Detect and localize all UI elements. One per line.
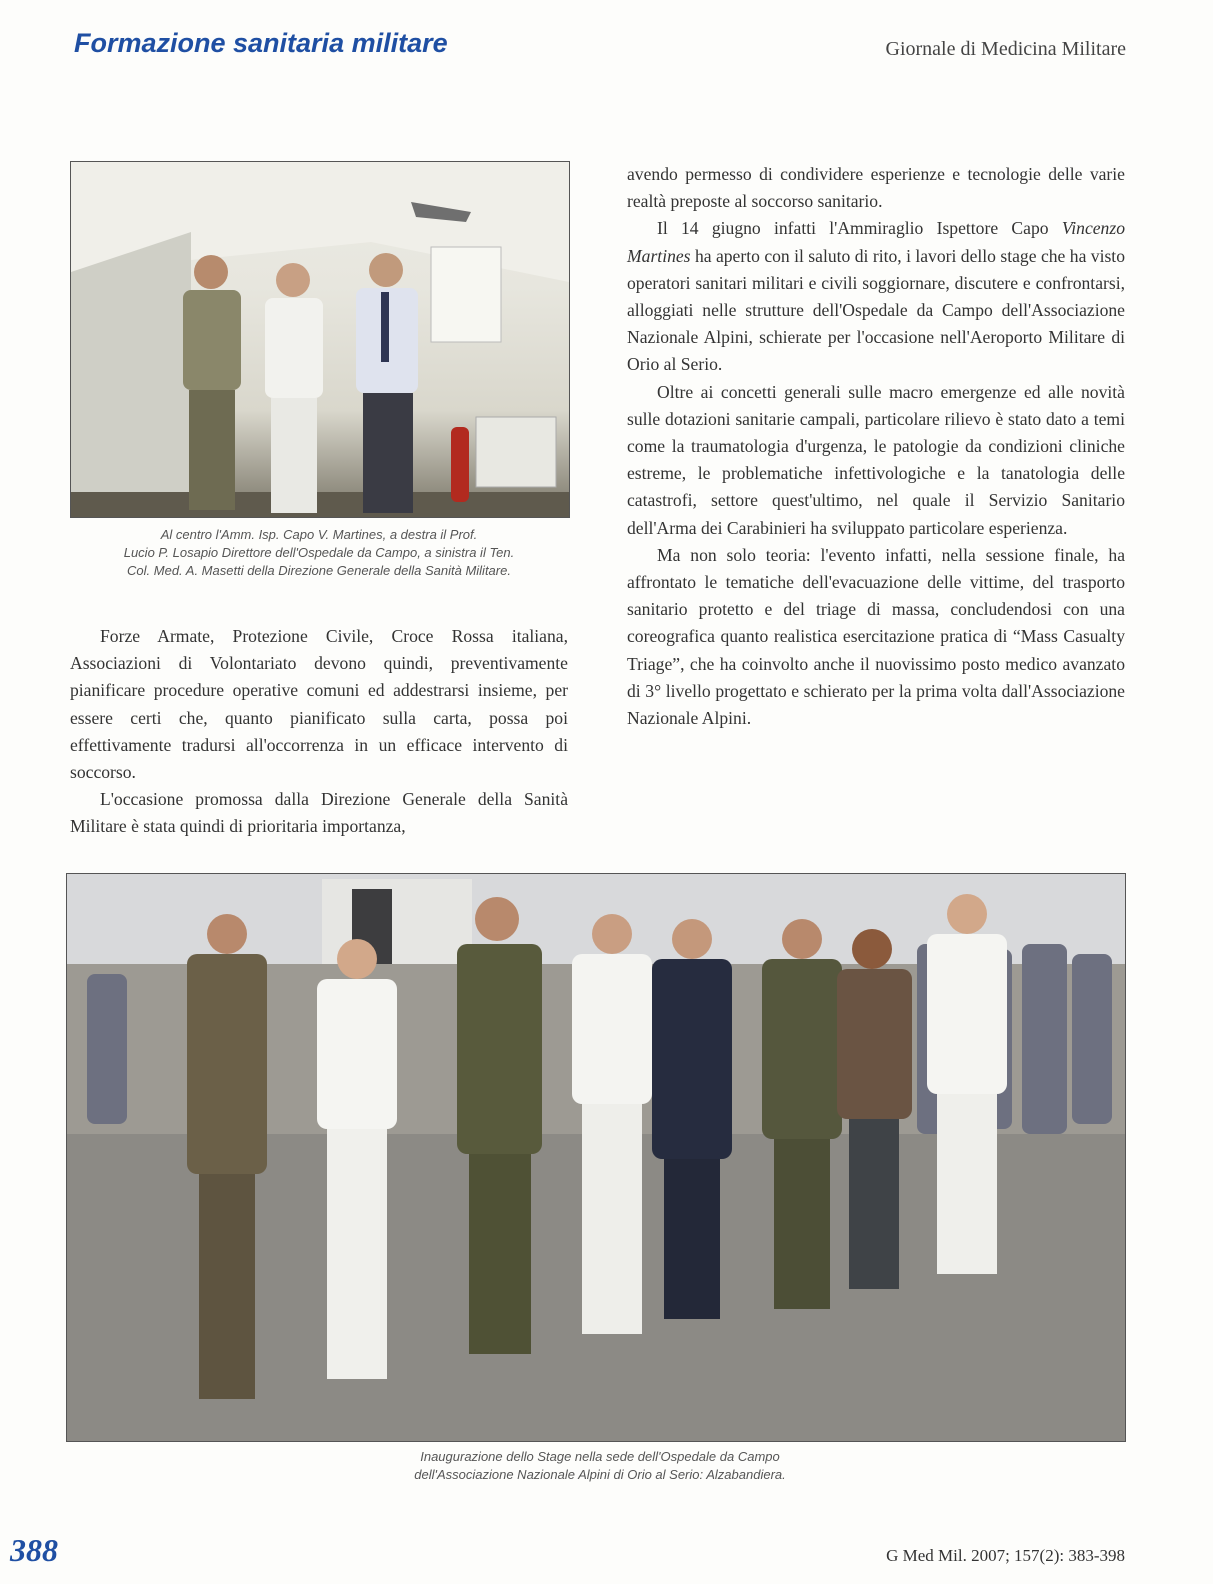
photo-flag-raising-ceremony <box>66 873 1126 1442</box>
paragraph-text: ha aperto con il saluto di rito, i lavori dello stage che ha visto operatori sanitari militari e civili soggiornare, discutere e confrontarsi, alloggiati nelle strutture dell'Ospedale da Campo dell'Associazione Nazionale Alpini, schierate per l'occasione nell'Aeroporto Militare di Orio al Serio. <box>627 245 1125 375</box>
right-column-text <box>627 161 1125 732</box>
paragraph: Forze Armate, Protezione Civile, Croce Rossa italiana, Associazioni di Volontariato devono quindi, preventivamente pianificare procedure operative comuni ed addestrarsi insieme, per essere certi che, quanto pianificato sulla carta, possa poi effettivamente tradursi all'occorrenza in un efficace intervento di soccorso. <box>70 626 568 783</box>
top-photo-caption <box>70 526 568 580</box>
paragraph <box>627 215 1125 378</box>
paragraph: L'occasione promossa dalla Direzione Generale della Sanità Militare è stata quindi di prioritaria importanza, <box>70 789 568 837</box>
left-column-text <box>70 623 568 841</box>
journal-name: Giornale di Medicina Militare <box>885 38 1126 60</box>
section-title: Formazione sanitaria militare <box>74 28 448 58</box>
journal-citation: G Med Mil. 2007; 157(2): 383-398 <box>886 1546 1125 1565</box>
paragraph: Ma non solo teoria: l'evento infatti, nella sessione finale, ha affrontato le tematiche dell'evacuazione delle vittime, del trasporto sanitario protetto e del triage di massa, concludendosi con una coreografica quanto realistica esercitazione pratica di “Mass Casualty Triage”, che ha coinvolto anche il nuovissimo posto medico avanzato di 3° livello progettato e schierato per la prima volta dall'Associazione Nazionale Alpini. <box>627 544 1125 729</box>
ceremony-scene-illustration <box>67 874 1125 1441</box>
paragraph-text: Il 14 giugno infatti l'Ammiraglio Ispettore Capo <box>657 218 1062 239</box>
caption-line: Lucio P. Losapio Direttore dell'Ospedale da Campo, a sinistra il Ten. <box>123 545 515 560</box>
caption-line: Col. Med. A. Masetti della Direzione Generale della Sanità Militare. <box>127 563 511 578</box>
page-number: 388 <box>10 1532 58 1568</box>
person-name: Vincenzo Martines <box>627 218 1125 266</box>
paragraph: avendo permesso di condividere esperienze e tecnologie delle varie realtà preposte al soccorso sanitario. <box>627 164 1125 212</box>
caption-line: Al centro l'Amm. Isp. Capo V. Martines, a destra il Prof. <box>160 527 478 542</box>
paragraph: Oltre ai concetti generali sulle macro emergenze ed alle novità sulle dotazioni sanitarie campali, particolare rilievo è stato dato a temi come la traumatologia d'urgenza, le patologie da condizioni cliniche estreme, le problematiche infettivologiche e la tanatologia delle catastrofi, settore quest'ultimo, nel quale il Servizio Sanitario dell'Arma dei Carabinieri ha sviluppato particolare esperienza. <box>627 381 1125 538</box>
bottom-photo-caption <box>300 1448 900 1484</box>
photo-officers-in-tent <box>70 161 570 518</box>
caption-line: dell'Associazione Nazionale Alpini di Orio al Serio: Alzabandiera. <box>414 1467 786 1482</box>
tent-scene-illustration <box>71 162 569 517</box>
caption-line: Inaugurazione dello Stage nella sede dell'Ospedale da Campo <box>420 1449 780 1464</box>
